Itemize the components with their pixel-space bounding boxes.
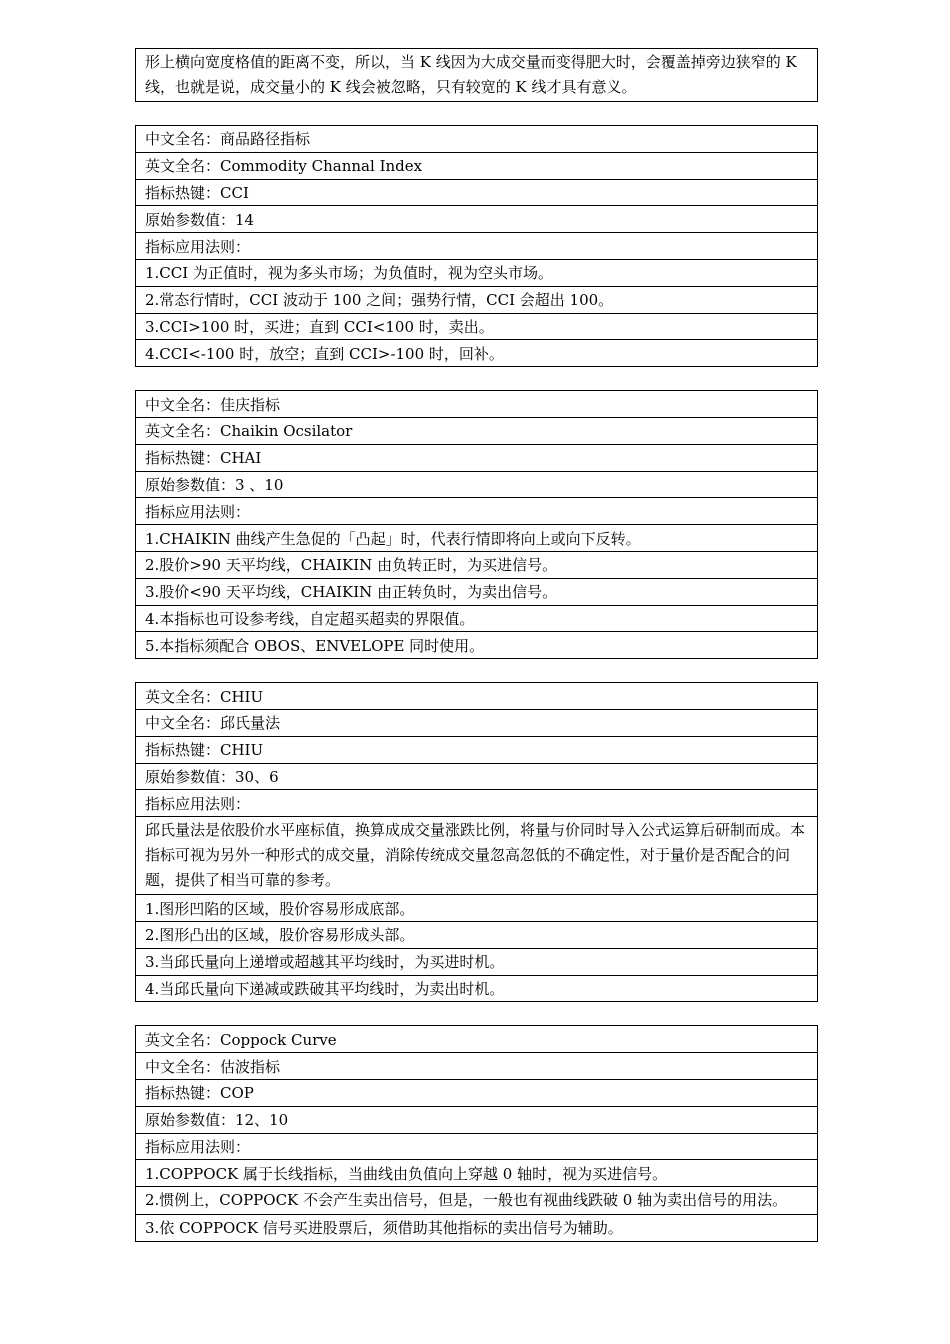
divider xyxy=(135,1002,818,1025)
rule-item: 2.惯例上，COPPOCK 不会产生卖出信号，但是，一般也有视曲线跌破 0 轴为卖出信号的用法。 xyxy=(136,1187,818,1215)
table-row xyxy=(136,578,818,605)
intro-text: 形上横向宽度格值的距离不变，所以，当 K 线因为大成交量而变得肥大时，会覆盖掉旁边狭窄的 K 线，也就是说，成交量小的 K 线会被忽略，只有较宽的 K 线才具有意义。 xyxy=(136,49,818,102)
default-params: 原始参数值：30、6 xyxy=(136,763,818,790)
hotkey: 指标热键：CCI xyxy=(136,179,818,206)
table-row xyxy=(136,736,818,763)
table-row xyxy=(136,340,818,367)
table-row xyxy=(136,498,818,525)
table-row xyxy=(136,391,818,418)
rule-item: 1.CCI 为正值时，视为多头市场；为负值时，视为空头市场。 xyxy=(136,259,818,286)
table-row xyxy=(136,1026,818,1053)
english-name: 英文全名：Commodity Channal Index xyxy=(136,152,818,179)
chinese-name: 中文全名：邱氏量法 xyxy=(136,709,818,736)
default-params: 原始参数值：12、10 xyxy=(136,1106,818,1133)
document-page xyxy=(135,48,818,1242)
divider xyxy=(135,659,818,682)
rule-item: 4.本指标也可设参考线，自定超买超卖的界限值。 xyxy=(136,605,818,632)
english-name: 英文全名：Chaikin Ocsilator xyxy=(136,417,818,444)
chinese-name: 中文全名：估波指标 xyxy=(136,1053,818,1080)
table-row xyxy=(136,233,818,260)
rules-heading: 指标应用法则： xyxy=(136,233,818,260)
table-row xyxy=(136,206,818,233)
rules-heading: 指标应用法则： xyxy=(136,1133,818,1160)
rule-item: 3.依 COPPOCK 信号买进股票后，须借助其他指标的卖出信号为辅助。 xyxy=(136,1215,818,1242)
rule-item: 2.常态行情时，CCI 波动于 100 之间；强势行情，CCI 会超出 100。 xyxy=(136,286,818,313)
indicator-table-chai xyxy=(135,390,818,659)
table-row xyxy=(136,790,818,817)
rule-item: 4.当邱氏量向下递减或跌破其平均线时，为卖出时机。 xyxy=(136,975,818,1002)
table-row xyxy=(136,683,818,710)
table-row xyxy=(136,1133,818,1160)
rule-item: 2.股价>90 天平均线，CHAIKIN 由负转正时，为买进信号。 xyxy=(136,551,818,578)
chinese-name: 中文全名：佳庆指标 xyxy=(136,391,818,418)
table-row xyxy=(136,1215,818,1242)
table-row xyxy=(136,179,818,206)
hotkey: 指标热键：CHAI xyxy=(136,444,818,471)
description-paragraph: 邱氏量法是依股价水平座标值，换算成成交量涨跌比例，将量与价同时导入公式运算后研制而成。本指标可视为另外一种形式的成交量，消除传统成交量忽高忽低的不确定性，对于量价是否配合的问题，提供了相当可靠的参考。 xyxy=(136,817,818,895)
rules-heading: 指标应用法则： xyxy=(136,790,818,817)
table-row xyxy=(136,1160,818,1187)
hotkey: 指标热键：CHIU xyxy=(136,736,818,763)
default-params: 原始参数值：14 xyxy=(136,206,818,233)
indicator-table-cop xyxy=(135,1025,818,1242)
hotkey: 指标热键：COP xyxy=(136,1079,818,1106)
table-row xyxy=(136,975,818,1002)
table-row xyxy=(136,417,818,444)
table-row xyxy=(136,551,818,578)
english-name: 英文全名：Coppock Curve xyxy=(136,1026,818,1053)
default-params: 原始参数值：3 、10 xyxy=(136,471,818,498)
rule-item: 3.股价<90 天平均线，CHAIKIN 由正转负时，为卖出信号。 xyxy=(136,578,818,605)
table-row xyxy=(136,444,818,471)
table-row xyxy=(136,49,818,102)
table-row xyxy=(136,921,818,948)
divider xyxy=(135,102,818,125)
rule-item: 1.COPPOCK 属于长线指标，当曲线由负值向上穿越 0 轴时，视为买进信号。 xyxy=(136,1160,818,1187)
rule-item: 3.CCI>100 时，买进；直到 CCI<100 时，卖出。 xyxy=(136,313,818,340)
indicator-table-chiu xyxy=(135,682,818,1002)
indicator-table-cci xyxy=(135,125,818,367)
table-row xyxy=(136,895,818,922)
table-row xyxy=(136,259,818,286)
table-row xyxy=(136,709,818,736)
intro-box xyxy=(135,48,818,102)
table-row xyxy=(136,1187,818,1215)
rules-heading: 指标应用法则： xyxy=(136,498,818,525)
table-row xyxy=(136,313,818,340)
rule-item: 1.CHAIKIN 曲线产生急促的「凸起」时，代表行情即将向上或向下反转。 xyxy=(136,525,818,552)
table-row xyxy=(136,286,818,313)
divider xyxy=(135,367,818,390)
table-row xyxy=(136,471,818,498)
table-row xyxy=(136,763,818,790)
table-row xyxy=(136,126,818,153)
table-row xyxy=(136,1106,818,1133)
chinese-name: 中文全名：商品路径指标 xyxy=(136,126,818,153)
rule-item: 1.图形凹陷的区域，股价容易形成底部。 xyxy=(136,895,818,922)
english-name: 英文全名：CHIU xyxy=(136,683,818,710)
table-row xyxy=(136,817,818,895)
table-row xyxy=(136,948,818,975)
table-row xyxy=(136,605,818,632)
table-row xyxy=(136,525,818,552)
table-row xyxy=(136,632,818,659)
rule-item: 2.图形凸出的区域，股价容易形成头部。 xyxy=(136,921,818,948)
table-row xyxy=(136,1079,818,1106)
table-row xyxy=(136,1053,818,1080)
rule-item: 4.CCI<-100 时，放空；直到 CCI>-100 时，回补。 xyxy=(136,340,818,367)
table-row xyxy=(136,152,818,179)
rule-item: 3.当邱氏量向上递增或超越其平均线时，为买进时机。 xyxy=(136,948,818,975)
rule-item: 5.本指标须配合 OBOS、ENVELOPE 同时使用。 xyxy=(136,632,818,659)
